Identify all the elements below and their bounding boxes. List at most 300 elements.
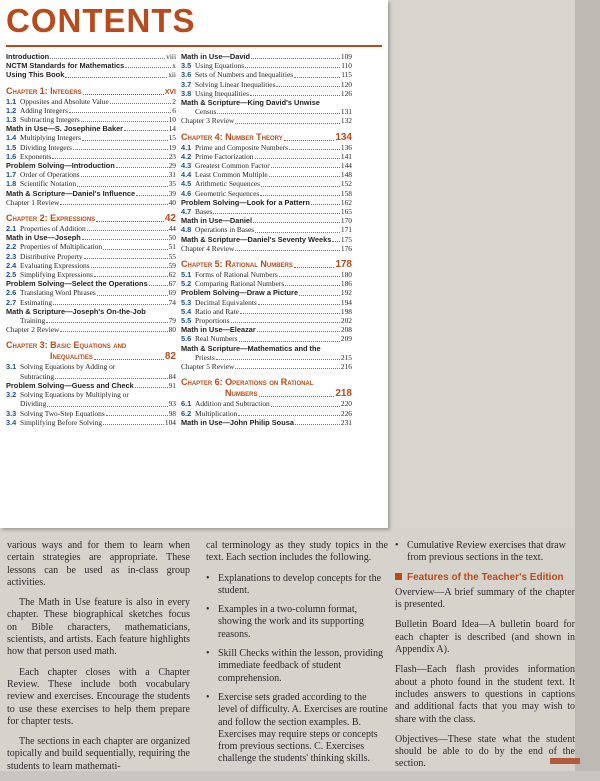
toc-entry-title: Math in Use—Daniel [181,216,253,226]
toc-entry-title: Inequalities [50,351,93,362]
contents-title: CONTENTS [6,2,196,39]
leader-dots [295,423,340,425]
toc-entry [181,235,352,244]
toc-entry [6,372,176,381]
toc-entry-title: Solving Linear Inequalities [195,79,276,89]
toc-entry [181,143,352,152]
toc-entry [6,133,176,142]
section-features-list-cont [395,540,575,565]
toc-page-number: 50 [168,233,176,243]
toc-entry [6,307,176,316]
toc-entry-title: Math in Use—S. Josephine Baker [6,124,124,134]
toc-page-number: 93 [168,399,176,409]
toc-section-number: 1.3 [6,115,17,125]
toc-page-number: 216 [340,362,352,372]
toc-entry-title: Properties of Addition [20,224,86,234]
toc-right-column [181,52,352,427]
toc-entry [6,224,176,233]
toc-section-number: 1.2 [6,105,17,115]
toc-entry-title: Translating Word Phrases [20,288,96,298]
toc-entry [6,381,176,390]
title-rule [6,45,382,47]
toc-entry [181,316,352,325]
body-paragraph: Each chapter closes with a Chapter Review. These include both vocabulary review and exercises. Encourage the students to use these exercises to help them prepare for chapter tests. [7,666,190,727]
toc-entry [181,288,352,297]
toc-entry [6,390,176,399]
body-paragraph: cal terminology as they study topics in the text. Each section includes the following. [206,540,388,564]
toc-page-number: 80 [168,325,176,335]
toc-section-number: 1.5 [6,142,17,152]
leader-dots [73,148,168,150]
toc-section-number: 2.7 [6,297,17,307]
toc-entry-title: Multiplying Integers [20,133,81,143]
leader-dots [81,175,168,177]
page-edge [575,0,600,771]
toc-section-number: 1.4 [6,133,17,143]
leader-dots [279,275,340,277]
toc-entry [6,316,176,325]
toc-entry [6,143,176,152]
leader-dots [238,414,340,416]
toc-left-column [6,52,176,427]
toc-section-number: 2.2 [6,242,17,252]
toc-entry [6,409,176,418]
leader-dots [82,238,168,240]
toc-entry [6,115,176,124]
toc-page-number: 208 [340,325,352,335]
toc-page-number: 59 [168,260,176,270]
toc-entry-title: Math in Use—Eleazar [181,325,256,335]
toc-section-number: 2.6 [6,288,17,298]
toc-entry-title: Prime and Composite Numbers [195,142,288,152]
toc-section-number: 1.7 [6,170,17,180]
toc-entry-title: Exponents [20,151,52,161]
toc-page-number: 171 [340,225,352,235]
leader-dots [284,139,335,141]
toc-entry [181,98,352,107]
toc-entry-title: Problem Solving—Introduction [6,161,115,171]
toc-entry [6,252,176,261]
leader-dots [96,220,164,222]
toc-page-number: 10 [168,115,176,125]
toc-page-number: 104 [164,417,176,427]
toc-entry [6,161,176,170]
section-features-list [206,573,388,766]
toc-section-number: 5.5 [181,316,192,326]
toc-section-number: 4.1 [181,142,192,152]
square-bullet-icon [395,573,402,580]
body-paragraph: The Math in Use feature is also in every chapter. These biographical sketches focus on Bible characters, mathematicians, scientists, and artists. Each feature highlights how that person used math. [7,597,190,658]
toc-page-number: 132 [340,116,352,126]
toc-entry-title: Simplifying Before Solving [20,417,103,427]
toc-section-number: 1.8 [6,179,17,189]
toc-page-number: 141 [340,151,352,161]
toc-page-number: 62 [168,270,176,280]
leader-dots [260,194,340,196]
toc-section-number: 2.1 [6,224,17,234]
toc-entry-title: Problem Solving—Guess and Check [6,380,134,390]
leader-dots [55,377,168,379]
toc-entry [181,52,352,61]
toc-entry-title: Math & Scripture—Mathematics and the [181,343,321,353]
toc-entry-title: Geometric Sequences [195,188,260,198]
toc-entry-title: Distributive Property [20,251,83,261]
toc-section-number: 4.5 [181,179,192,189]
toc-entry [6,189,176,198]
toc-entry-title: Chapter 2: Expressions [6,213,96,224]
leader-dots [50,57,165,59]
toc-entry-title: Math in Use—David [181,52,250,61]
leader-dots [124,129,168,131]
toc-section-number: 2.3 [6,251,17,261]
toc-entry-title: Dividing Integers [20,142,72,152]
toc-section-number: 5.1 [181,270,192,280]
leader-dots [235,367,340,369]
toc-entry [181,161,352,170]
toc-chapter-entry [181,388,352,399]
leader-dots [125,66,171,68]
toc-entry-title: Training [20,316,46,326]
toc-entry [6,233,176,242]
toc-entry-title: Problem Solving—Select the Operations [6,279,148,289]
leader-dots [269,175,340,177]
toc-page-number: 51 [168,242,176,252]
toc-entry [6,97,176,106]
toc-entry-title: Chapter 4 Review [181,243,235,253]
toc-page-number: 14 [168,124,176,134]
toc-page-number: 226 [340,408,352,418]
toc-entry-title: Operations in Bases [195,225,255,235]
list-item: • Skill Checks within the lesson, providing immediate feedback of student comprehension. [206,648,388,685]
leader-dots [87,229,168,231]
toc-entry [181,225,352,234]
toc-entry [181,409,352,418]
toc-page-number: 67 [168,279,176,289]
toc-entry-title: Math & Scripture—Daniel's Influence [6,188,136,198]
toc-entry-title: Proportions [195,316,230,326]
toc-entry [181,279,352,288]
toc-chapter-entry [6,340,176,351]
toc-section-number: 5.2 [181,279,192,289]
leader-dots [213,212,340,214]
toc-page-number: 194 [340,297,352,307]
toc-entry [181,270,352,279]
toc-entry-title: Chapter 4: Number Theory [181,131,283,142]
toc-entry [6,270,176,279]
toc-page-number: 120 [340,79,352,89]
toc-page-number: 152 [340,179,352,189]
leader-dots [250,94,340,96]
leader-dots [240,312,340,314]
toc-page-number: 109 [340,52,352,61]
toc-page-number: 215 [340,352,352,362]
toc-page-number: 35 [168,179,176,189]
body-column-3 [395,540,575,779]
toc-page-number: 220 [340,399,352,409]
toc-page-number: 175 [340,234,352,244]
toc-section-number: 1.6 [6,151,17,161]
toc-entry-title: Arithmetic Sequences [195,179,261,189]
toc-entry-title: Using Equations [195,61,245,71]
toc-page-number: x [172,61,176,71]
leader-dots [84,257,168,259]
leader-dots [53,303,168,305]
toc-entry [6,298,176,307]
leader-dots [91,266,168,268]
toc-page-number: 91 [168,380,176,390]
leader-dots [52,157,167,159]
leader-dots [261,185,340,187]
toc-page-number: 23 [168,151,176,161]
toc-section-number: 4.4 [181,170,192,180]
toc-entry-title: Properties of Multiplication [20,242,103,252]
leader-dots [65,76,167,78]
toc-entry [181,418,352,427]
toc-entry-title: Addition and Subtraction [195,399,270,409]
toc-entry [181,298,352,307]
toc-entry [6,52,176,61]
toc-entry-title: Solving Equations by Multiplying or [20,390,129,400]
toc-page-number: 176 [340,243,352,253]
toc-entry [181,207,352,216]
toc-section-number: 3.4 [6,417,17,427]
toc-entry-title: Subtracting Integers [20,115,80,125]
toc-section-number: 4.8 [181,225,192,235]
body-paragraph: Bulletin Board Idea—A bulletin board for each chapter is described (and shown in Appendix A). [395,619,575,656]
toc-entry-title: Evaluating Expressions [20,260,90,270]
toc-page-number: 162 [340,197,352,207]
body-paragraph: Objectives—These state what the student should be able to do by the end of the section. [395,733,575,770]
toc-entry-title: Math in Use—Joseph [6,233,81,243]
toc-entry-title: Priests [195,352,215,362]
leader-dots [257,330,340,332]
toc-page-number: 126 [340,88,352,98]
toc-entry-title: Introduction [6,52,50,61]
toc-page-number: 42 [164,213,176,225]
toc-entry-title: Using Inequalities [195,88,249,98]
leader-dots [83,93,164,95]
toc-chapter-entry [181,377,352,388]
toc-chapter-entry [6,213,176,224]
page-corner-mark [550,758,580,764]
toc-entry [6,70,176,79]
toc-entry [181,70,352,79]
toc-page-number: 209 [340,334,352,344]
leader-dots [116,166,168,168]
toc-page-number: 31 [168,170,176,180]
toc-entry [6,279,176,288]
toc-page-number: 186 [340,279,352,289]
toc-page-number: xii [168,70,176,80]
toc-entry [181,325,352,334]
leader-dots [235,249,340,251]
toc-entry-title: Greatest Common Factor [195,161,270,171]
toc-entry-title: NCTM Standards for Mathematics [6,61,125,71]
toc-page-number: 144 [340,161,352,171]
leader-dots [216,358,340,360]
leader-dots [255,157,340,159]
toc-entry [181,362,352,371]
toc-entry-title: Census [195,107,217,117]
toc-entry-title: Decimal Equivalents [195,297,257,307]
toc-entry-title: Order of Operations [20,170,80,180]
toc-entry-title: Subtracting [20,371,55,381]
toc-page-number: 40 [168,197,176,207]
body-paragraph: The sections in each chapter are organized topically and build sequentially, requiring the students to learn mathemati- [7,736,190,772]
leader-dots [110,102,172,104]
toc-entry-title: Chapter 5: Rational Numbers [181,259,293,270]
leader-dots [231,321,340,323]
toc-entry-title: Prime Factorization [195,151,254,161]
toc-page-number: 69 [168,288,176,298]
toc-entry-title: Ratio and Rate [195,306,239,316]
toc-chapter-entry [181,132,352,143]
leader-dots [94,275,168,277]
toc-entry [6,61,176,70]
toc-section-number: 3.2 [6,390,17,400]
toc-section-number: 6.2 [181,408,192,418]
toc-section-number: 3.7 [181,79,192,89]
toc-entry-title: Multiplication [195,408,238,418]
leader-dots [251,57,340,59]
list-item: • Exercise sets graded according to the level of difficulty. A. Exercises are routine and follow the section examples. B. Exercises may require steps or concepts from previous sections. C. Exercises challenge the students' thinking skills. [206,692,388,766]
toc-entry-title: Math & Scripture—Joseph's On-the-Job [6,306,146,316]
toc-section-number: 4.3 [181,161,192,171]
toc-page-number: 82 [164,351,176,363]
toc-entry-title: Using This Book [6,70,65,80]
leader-dots [47,405,167,407]
toc-entry [181,80,352,89]
leader-dots [149,284,168,286]
toc-chapter-entry [6,351,176,362]
toc-entry [181,198,352,207]
toc-entry-title: Bases [195,207,213,217]
toc-entry [181,344,352,353]
contents-card [0,0,388,528]
toc-entry [6,170,176,179]
body-paragraph: Flash—Each flash provides information about a photo found in the student text. It includes answers to questions in captions and additional facts that you may wish to share with the class. [395,664,575,725]
leader-dots [299,294,340,296]
toc-page-number: 29 [168,161,176,171]
toc-entry [181,170,352,179]
toc-entry [181,334,352,343]
toc-section-number: 5.4 [181,306,192,316]
toc-entry-title: Dividing [20,399,47,409]
leader-dots [103,248,168,250]
leader-dots [258,303,340,305]
leader-dots [106,414,168,416]
toc-entry-title: Chapter 5 Review [181,362,235,372]
leader-dots [239,340,340,342]
toc-section-number: 4.7 [181,207,192,217]
toc-entry-title: Scientific Notation [20,179,77,189]
toc-section-number: 3.8 [181,88,192,98]
right-margin-band [388,0,600,540]
leader-dots [235,122,340,124]
toc-entry [6,124,176,133]
toc-entry-title: Comparing Rational Numbers [195,279,285,289]
toc-section-number: 5.3 [181,297,192,307]
toc-entry [6,362,176,371]
toc-section-number: 2.4 [6,260,17,270]
toc-entry [181,399,352,408]
toc-entry-title: Chapter 3: Basic Equations and [6,340,127,351]
toc-entry-title: Problem Solving—Look for a Pattern [181,197,310,207]
section-heading-text: Features of the Teacher's Edition [407,571,564,583]
toc-page-number: 231 [340,417,352,427]
body-column-1 [7,540,190,781]
leader-dots [332,240,340,242]
toc-page-number: 198 [340,306,352,316]
leader-dots [135,386,168,388]
toc-section-number: 4.2 [181,151,192,161]
toc-page-number: 39 [168,188,176,198]
leader-dots [294,266,334,268]
leader-dots [60,330,167,332]
toc-entry-title: Sets of Numbers and Inequalities [195,70,294,80]
toc-entry [181,244,352,253]
toc-entry-title: Adding Integers [20,105,68,115]
toc-entry [6,198,176,207]
toc-page-number: 84 [168,371,176,381]
toc-page-number: 115 [341,70,352,80]
leader-dots [136,194,168,196]
toc-page-number: 202 [340,316,352,326]
body-paragraph: Overview—A brief summary of the chapter is presented. [395,586,575,611]
toc-entry [6,288,176,297]
leader-dots [46,321,167,323]
toc-entry [6,152,176,161]
section-heading [395,572,575,584]
toc-entry-title: Math & Scripture—King David's Unwise [181,98,320,108]
leader-dots [276,85,339,87]
leader-dots [289,148,340,150]
toc-section-number: 4.6 [181,188,192,198]
leader-dots [271,405,340,407]
toc-entry [181,116,352,125]
leader-dots [81,120,168,122]
leader-dots [294,76,340,78]
toc-entry-title: Opposites and Absolute Value [20,96,109,106]
toc-entry [6,242,176,251]
toc-page-number: viii [166,52,176,61]
toc-entry [6,399,176,408]
toc-section-number: 2.5 [6,270,17,280]
list-item: • Explanations to develop concepts for the student. [206,573,388,598]
toc-entry [181,189,352,198]
toc-entry [181,353,352,362]
toc-chapter-entry [181,259,352,270]
toc-page-number: 192 [340,288,352,298]
toc-entry-title: Forms of Rational Numbers [195,270,278,280]
toc-entry-title: Real Numbers [195,334,238,344]
leader-dots [94,358,164,360]
toc-section-number: 3.6 [181,70,192,80]
leader-dots [97,294,168,296]
toc-page-number: 6 [172,105,176,115]
toc-entry-title: Simplifying Expressions [20,270,93,280]
toc-entry-title: Chapter 1: Integers [6,85,82,96]
toc-entry-title: Chapter 2 Review [6,325,60,335]
toc-entry [6,106,176,115]
list-item: • Cumulative Review exercises that draw from previous sections in the text. [395,540,575,565]
toc-entry-title: Solving Two-Step Equations [20,408,105,418]
leader-dots [285,284,340,286]
toc-entry [6,179,176,188]
toc-page-number: 79 [168,316,176,326]
leader-dots [271,166,340,168]
toc-page-number: 165 [340,207,352,217]
